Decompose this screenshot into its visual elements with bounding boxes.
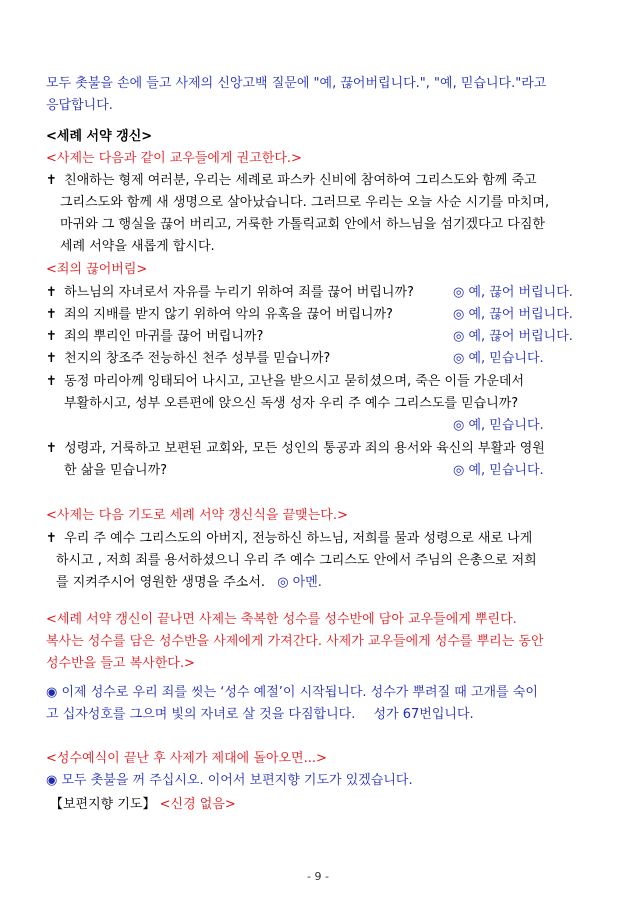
cross-icon: ✝: [46, 351, 57, 366]
question-1: [46, 284, 414, 302]
question-6-line-1: [46, 440, 545, 458]
page-number: - 9 -: [307, 870, 329, 883]
bullet-icon: ◉: [46, 685, 58, 700]
bullet-icon: ◉: [46, 773, 58, 788]
exhort-text-1: 친애하는 형제 여러분, 우리는 세례로 파스카 신비에 참여하여 그리스도와 함께 죽고: [64, 173, 537, 188]
answer-5: ◎ 예, 믿습니다.: [453, 418, 544, 433]
closing-line-3: [56, 574, 322, 592]
question-3: [46, 328, 263, 346]
question-4: [46, 350, 330, 368]
sprinkling-rubric-3: 성수반을 들고 복사한다.>: [46, 656, 195, 671]
cross-icon: ✝: [46, 307, 57, 322]
closing-line-1: [46, 530, 532, 548]
exhort-line-4: 세례 서약을 새롭게 합시다.: [60, 239, 215, 254]
answer-4: ◎ 예, 믿습니다.: [453, 351, 544, 366]
closing-line-2: 하시고 , 저희 죄를 용서하셨으니 우리 주 예수 그리스도 안에서 주님의 은총으로 저희: [56, 553, 537, 568]
cross-icon: ✝: [46, 329, 57, 344]
no-creed-note: <신경 없음>: [159, 797, 236, 812]
answer-1: ◎ 예, 끊어 버립니다.: [453, 285, 573, 300]
sprinkling-rubric-2: 복사는 성수를 담은 성수반을 사제에게 가져간다. 사제가 교우들에게 성수를 뿌리는 동안: [46, 634, 544, 649]
cross-icon: ✝: [46, 441, 57, 456]
question-6-line-2: 한 삶을 믿습니까?: [64, 463, 168, 478]
exhort-line-3: 마귀와 그 행실을 끊어 버리고, 거룩한 가톨릭교회 안에서 하느님을 섬기겠다고 다짐한: [60, 217, 545, 232]
universal-prayer-line: [50, 796, 236, 814]
question-4-text: 천지의 창조주 전능하신 천주 성부를 믿습니까?: [64, 351, 331, 366]
question-3-text: 죄의 뿌리인 마귀를 끊어 버립니까?: [64, 329, 264, 344]
baptism-rubric: <사제는 다음과 같이 교우들에게 권고한다.>: [46, 151, 302, 166]
exhort-line-1: [46, 172, 537, 190]
cross-icon: ✝: [46, 374, 57, 389]
sprinkling-text-1: 이제 성수로 우리 죄를 씻는 ‘성수 예절’이 시작됩니다. 성수가 뿌려질 때 고개를 숙이: [61, 685, 538, 700]
question-5-line-2: 부활하시고, 성부 오른편에 앉으신 독생 성자 우리 주 예수 그리스도를 믿습니까?: [64, 396, 519, 411]
closing-amen: ◎ 아멘.: [277, 575, 322, 590]
question-2-text: 죄의 지배를 받지 않기 위하여 악의 유혹을 끊어 버립니까?: [64, 307, 393, 322]
question-6-text-1: 성령과, 거룩하고 보편된 교회와, 모든 성인의 통공과 죄의 용서와 육신의 부활과 영원: [64, 441, 545, 456]
cross-icon: ✝: [46, 531, 57, 546]
question-1-text: 하느님의 자녀로서 자유를 누리기 위하여 죄를 끊어 버립니까?: [64, 285, 414, 300]
after-rubric: <성수예식이 끝난 후 사제가 제대에 돌아오면...>: [46, 751, 327, 766]
sprinkling-line-2: [46, 706, 474, 724]
question-2: [46, 306, 393, 324]
intro-line-2: 응답합니다.: [46, 98, 113, 113]
sprinkling-text-2: 고 십자성호를 그으며 빛의 자녀로 살 것을 다짐합니다.: [46, 707, 356, 722]
renounce-rubric: <죄의 끊어버림>: [46, 262, 148, 277]
closing-text-3: 를 지켜주시어 영원한 생명을 주소서.: [56, 575, 266, 590]
after-line-1: [46, 772, 413, 790]
closing-rubric: <사제는 다음 기도로 세례 서약 갱신식을 끝맺는다.>: [46, 508, 348, 523]
sprinkling-line-1: [46, 684, 538, 702]
answer-6: ◎ 예, 믿습니다.: [453, 463, 544, 478]
cross-icon: ✝: [46, 285, 57, 300]
answer-2: ◎ 예, 끊어 버립니다.: [453, 307, 573, 322]
intro-line-1: 모두 촛불을 손에 들고 사제의 신앙고백 질문에 "예, 끊어버립니다.", "예, 믿습니다."라고: [46, 76, 547, 91]
question-5-line-1: [46, 373, 524, 391]
exhort-line-2: 그리스도와 함께 새 생명으로 살아났습니다. 그러므로 우리는 오늘 사순 시기를 마치며,: [60, 195, 550, 210]
cross-icon: ✝: [46, 173, 57, 188]
sprinkling-rubric-1: <세례 서약 갱신이 끝나면 사제는 축복한 성수를 성수반에 담아 교우들에게 뿌린다.: [46, 612, 517, 627]
baptism-heading: <세례 서약 갱신>: [46, 129, 153, 144]
after-text-1: 모두 촛불을 꺼 주십시오. 이어서 보편지향 기도가 있겠습니다.: [61, 773, 413, 788]
closing-text-1: 우리 주 예수 그리스도의 아버지, 전능하신 하느님, 저희를 물과 성령으로 새로 나게: [64, 531, 533, 546]
hymn-number: 성가 67번입니다.: [373, 707, 474, 722]
answer-3: ◎ 예, 끊어 버립니다.: [453, 329, 573, 344]
universal-prayer-label: 【보편지향 기도】: [50, 797, 156, 812]
question-5-text-1: 동정 마리아께 잉태되어 나시고, 고난을 받으시고 묻히셨으며, 죽은 이들 가운데서: [64, 374, 525, 389]
